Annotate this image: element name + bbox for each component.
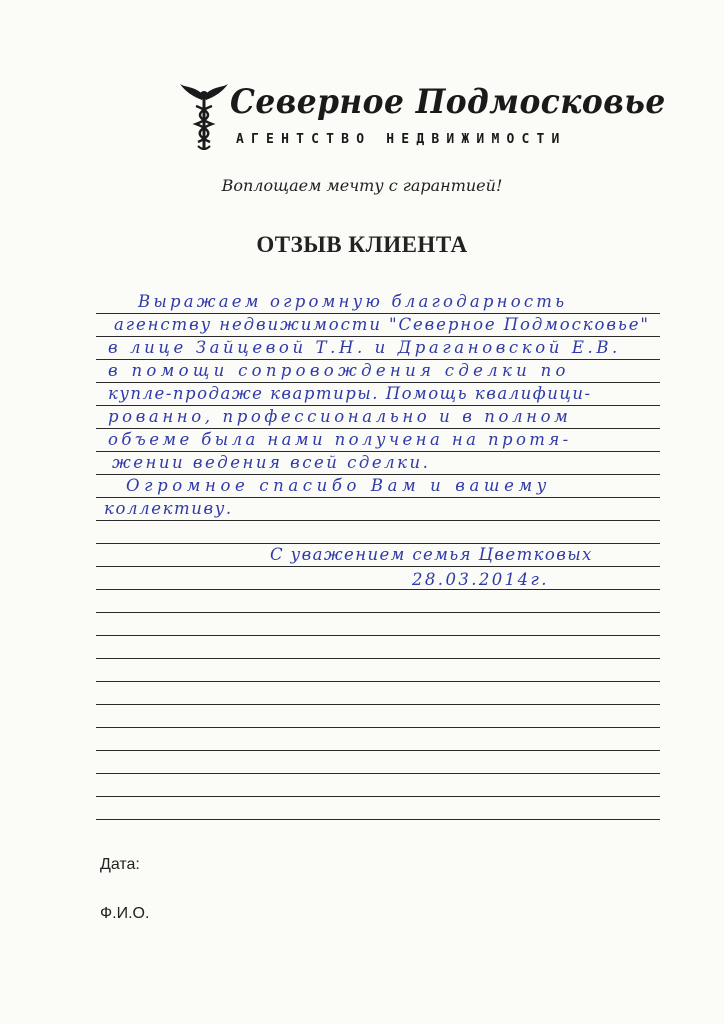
signature-line: С уважением семья Цветковых bbox=[270, 545, 593, 564]
review-line: в помощи сопровождения сделки по bbox=[108, 361, 570, 380]
review-line: агенству недвижимости "Северное Подмосковье" bbox=[114, 315, 650, 334]
review-line: объеме была нами получена на протя- bbox=[108, 430, 572, 449]
review-line: жении ведения всей сделки. bbox=[112, 453, 431, 472]
ruled-line bbox=[96, 727, 660, 728]
brand-name: Северное Подмосковье bbox=[230, 82, 666, 122]
ruled-line bbox=[96, 704, 660, 705]
name-label: Ф.И.О. bbox=[100, 905, 150, 922]
review-line: коллективу. bbox=[104, 499, 233, 518]
agency-logo bbox=[180, 82, 666, 152]
ruled-line bbox=[96, 681, 660, 682]
ruled-line bbox=[96, 635, 660, 636]
ruled-line bbox=[96, 497, 660, 498]
review-line: рованно, профессионально и в полном bbox=[108, 407, 572, 426]
ruled-line bbox=[96, 451, 660, 452]
ruled-line bbox=[96, 474, 660, 475]
ruled-line bbox=[96, 612, 660, 613]
page-title: ОТЗЫВ КЛИЕНТА bbox=[256, 232, 468, 257]
ruled-line bbox=[96, 336, 660, 337]
ruled-line bbox=[96, 543, 660, 544]
date-label: Дата: bbox=[100, 856, 140, 873]
ruled-line bbox=[96, 589, 660, 590]
ruled-line bbox=[96, 382, 660, 383]
ruled-line bbox=[96, 359, 660, 360]
ruled-line bbox=[96, 405, 660, 406]
review-line: в лице Зайцевой Т.Н. и Драгановской Е.В. bbox=[108, 338, 621, 357]
review-line: Выражаем огромную благодарность bbox=[138, 292, 568, 311]
ruled-line bbox=[96, 313, 660, 314]
ruled-line bbox=[96, 796, 660, 797]
ruled-line bbox=[96, 658, 660, 659]
signature-date: 28.03.2014г. bbox=[412, 570, 549, 589]
slogan: Воплощаем мечту с гарантией! bbox=[221, 176, 503, 195]
ruled-line bbox=[96, 520, 660, 521]
review-line: Огромное спасибо Вам и вашему bbox=[126, 476, 551, 495]
ruled-line bbox=[96, 773, 660, 774]
ruled-line bbox=[96, 819, 660, 820]
agency-subtitle: АГЕНТСТВО НЕДВИЖИМОСТИ bbox=[236, 132, 567, 147]
caduceus-emblem-icon bbox=[180, 82, 228, 152]
review-line: купле-продаже квартиры. Помощь квалифици- bbox=[108, 384, 592, 403]
ruled-line bbox=[96, 750, 660, 751]
ruled-line bbox=[96, 566, 660, 567]
ruled-line bbox=[96, 428, 660, 429]
